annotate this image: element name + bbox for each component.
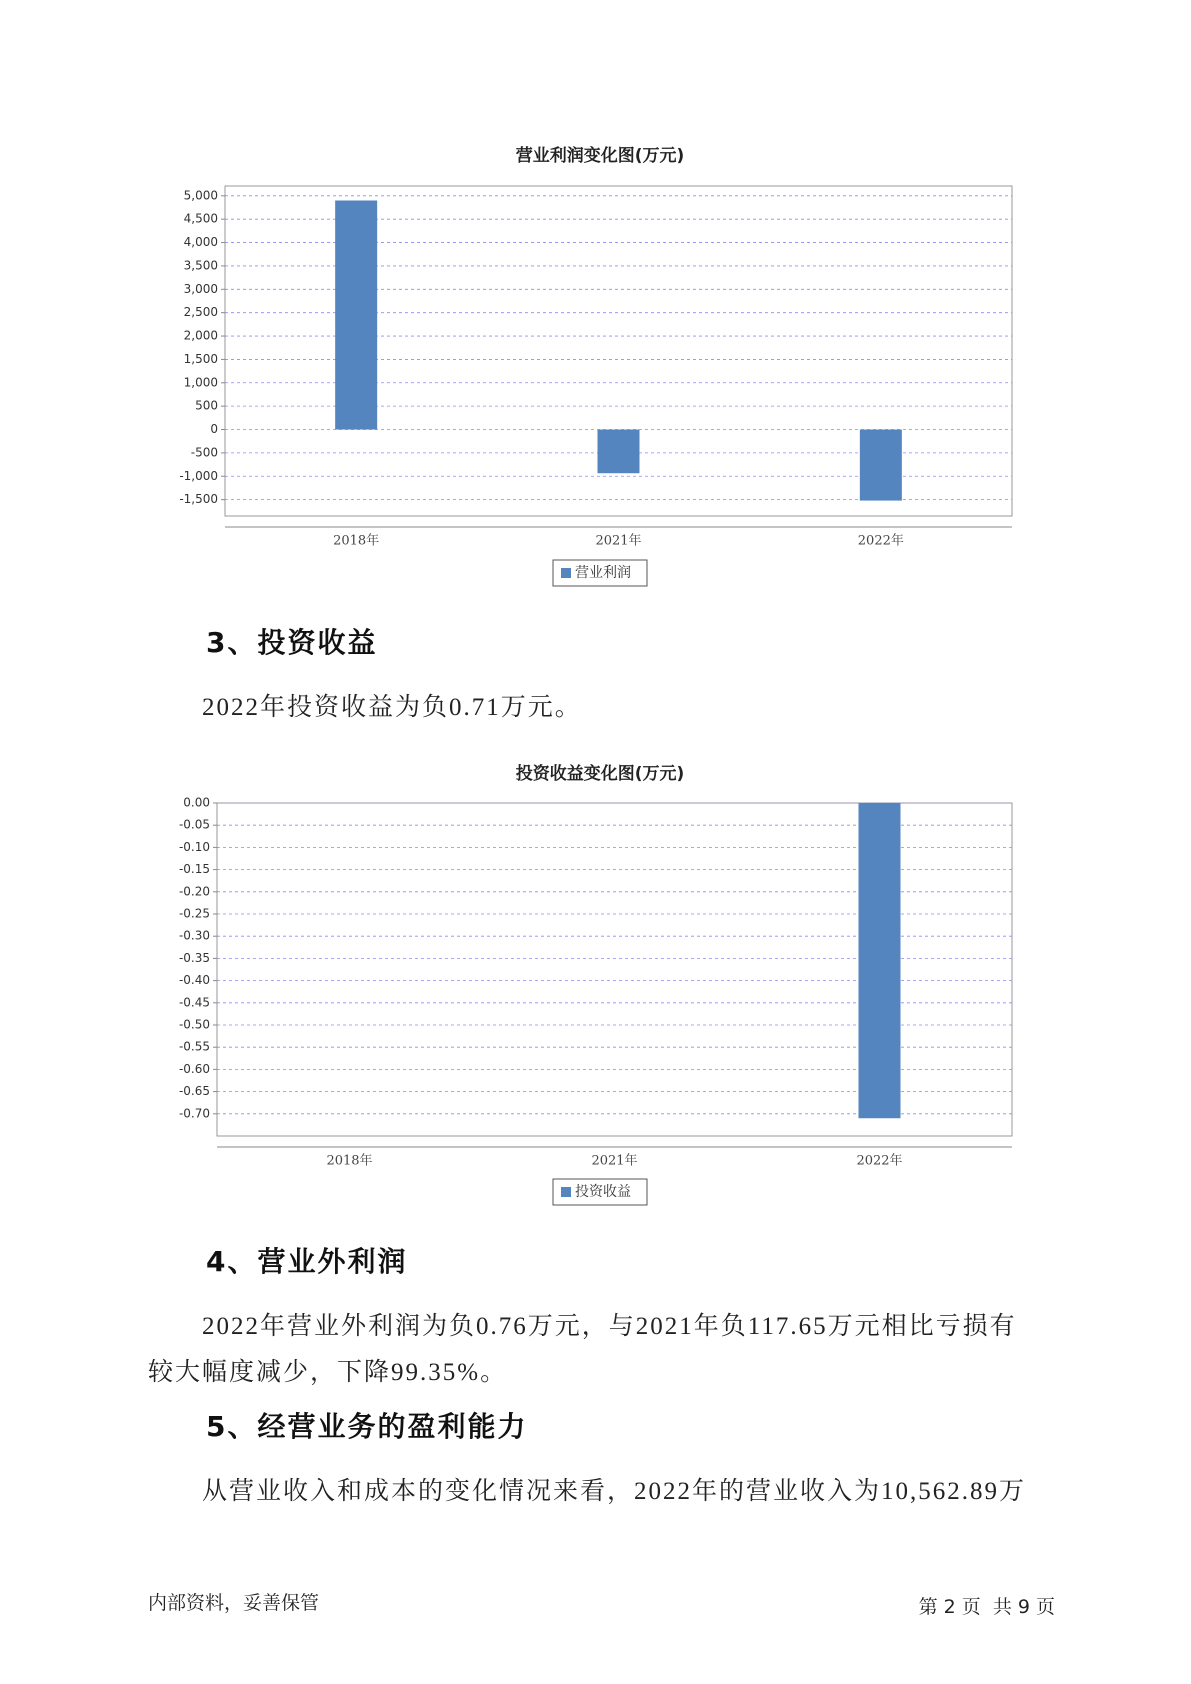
y-tick-label: -500 [190, 445, 218, 460]
y-tick-label: -0.70 [178, 1106, 210, 1121]
legend-label: 营业利润 [575, 565, 631, 581]
y-tick-label: 0 [210, 422, 218, 437]
legend [553, 560, 647, 586]
section-heading-non-operating-profit: 4、营业外利润 [206, 1245, 408, 1278]
y-tick-label: 3,000 [183, 281, 218, 296]
y-tick-label: 3,500 [183, 258, 218, 273]
y-tick-label: 1,500 [183, 351, 218, 366]
y-tick-label: -0.55 [178, 1039, 210, 1054]
y-tick-label: -0.25 [178, 906, 210, 921]
y-tick-label: 500 [195, 398, 218, 413]
y-tick-label: -0.05 [178, 817, 210, 832]
chart-title: 投资收益变化图(万元) [515, 764, 685, 784]
y-tick-label: -0.40 [178, 973, 210, 988]
y-tick-label: -1,500 [179, 492, 218, 507]
y-tick-label: -0.20 [178, 884, 210, 899]
y-tick-label: -0.35 [178, 950, 210, 965]
y-tick-label: 5,000 [183, 188, 218, 203]
y-tick-label: 2,500 [183, 305, 218, 320]
chart-title: 营业利润变化图(万元) [515, 146, 685, 166]
non-operating-profit-paragraph-line-2: 较大幅度减少，下降99.35%。 [148, 1359, 508, 1386]
x-tick-label: 2018年 [333, 533, 380, 549]
legend-label: 投资收益 [575, 1184, 631, 1200]
y-tick-label: -0.15 [178, 862, 210, 877]
operating-profit-chart [150, 140, 1050, 600]
investment-income-chart [150, 760, 1050, 1220]
legend-swatch [561, 1187, 571, 1197]
non-operating-profit-paragraph-line-1: 2022年营业外利润为负0.76万元，与2021年负117.65万元相比亏损有 [202, 1313, 1017, 1340]
y-tick-label: 4,000 [183, 235, 218, 250]
y-tick-label: -0.50 [178, 1017, 210, 1032]
y-tick-label: -0.60 [178, 1061, 210, 1076]
x-tick-label: 2022年 [857, 533, 904, 549]
y-tick-label: -0.45 [178, 995, 210, 1010]
y-tick-label: 1,000 [183, 375, 218, 390]
x-tick-label: 2022年 [856, 1153, 903, 1169]
bar-2022 [859, 803, 901, 1118]
profitability-paragraph: 从营业收入和成本的变化情况来看，2022年的营业收入为10,562.89万 [202, 1478, 1027, 1505]
section-heading-investment-income: 3、投资收益 [206, 626, 378, 659]
bar-2021 [598, 430, 640, 474]
section-heading-profitability: 5、经营业务的盈利能力 [206, 1410, 528, 1443]
y-tick-label: 2,000 [183, 328, 218, 343]
x-tick-label: 2021年 [595, 533, 642, 549]
legend-swatch [561, 568, 571, 578]
bar-2022 [860, 430, 902, 501]
y-tick-label: -1,000 [179, 468, 218, 483]
y-tick-label: -0.65 [178, 1084, 210, 1099]
x-tick-label: 2018年 [326, 1153, 373, 1169]
y-tick-label: -0.10 [178, 839, 210, 854]
footer-page-number: 第 2 页 共 9 页 [918, 1596, 1055, 1618]
footer-confidential-note: 内部资料，妥善保管 [148, 1592, 320, 1614]
y-tick-label: -0.30 [178, 928, 210, 943]
investment-income-paragraph: 2022年投资收益为负0.71万元。 [202, 694, 582, 721]
bar-2018 [335, 200, 377, 429]
legend [553, 1179, 647, 1205]
y-tick-label: 4,500 [183, 211, 218, 226]
x-tick-label: 2021年 [591, 1153, 638, 1169]
y-tick-label: 0.00 [183, 795, 210, 810]
